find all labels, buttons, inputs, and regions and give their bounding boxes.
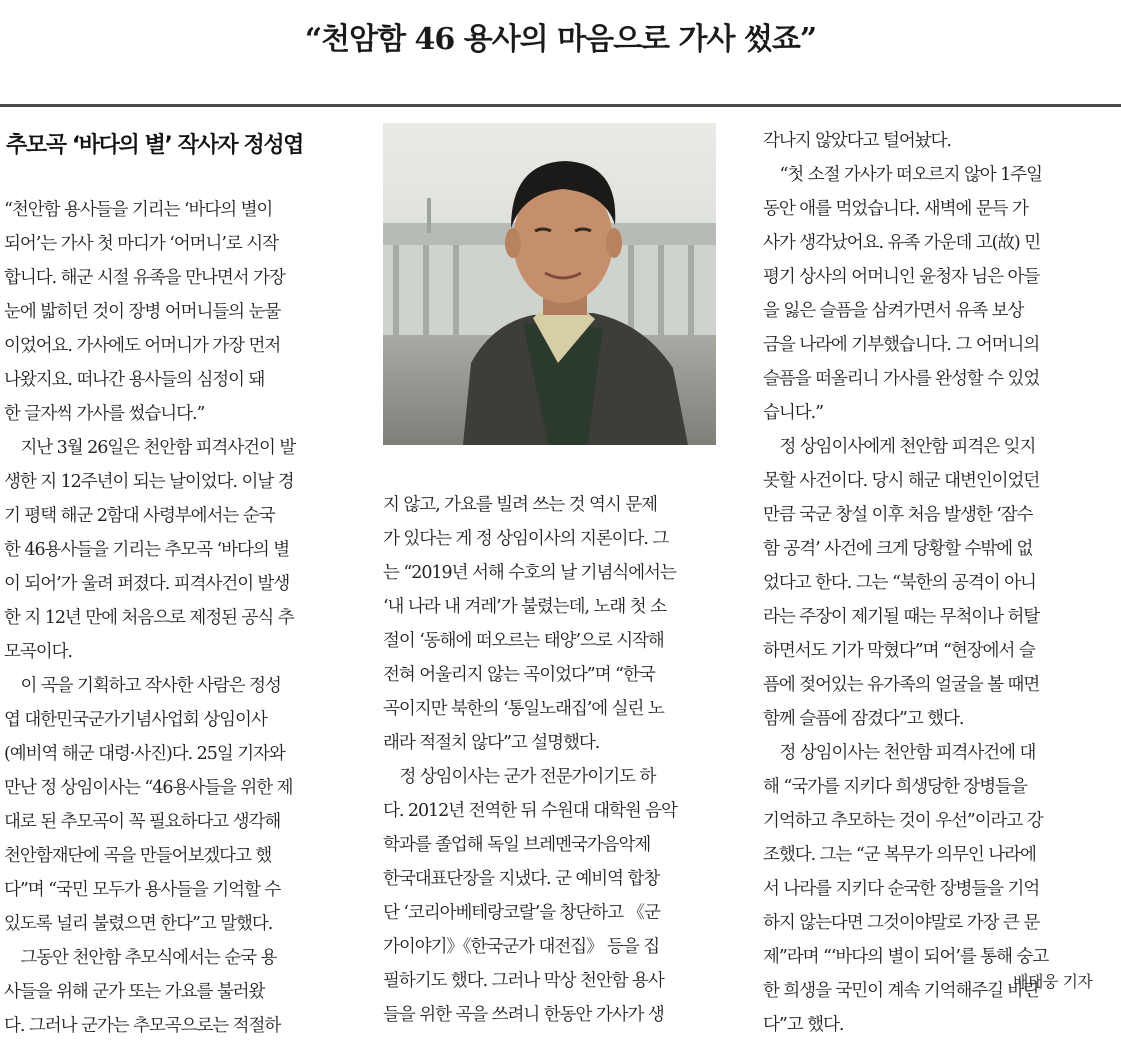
article-text-line: 한 글자씩 가사를 썼습니다.” (4, 404, 205, 424)
article-text-line: 이 곡을 기획하고 작사한 사람은 정성 (4, 676, 281, 696)
article-text-line: 생한 지 12주년이 되는 날이었다. 이날 경 (4, 472, 294, 492)
article-photo (383, 123, 716, 445)
article-text-line: 되어’는 가사 첫 마디가 ‘어머니’로 시작 (4, 234, 278, 254)
article-text-line: “천안함 용사들을 기리는 ‘바다의 별이 (4, 200, 273, 220)
article-text-line: 래라 적절치 않다”고 설명했다. (383, 733, 600, 753)
article-text-line: 못할 사건이다. 당시 해군 대변인이었던 (763, 471, 1040, 491)
article-text-line: 하지 않는다면 그것이야말로 가장 큰 문 (763, 913, 1040, 933)
article-text-line: 동안 애를 먹었습니다. 새벽에 문득 가 (763, 199, 1028, 219)
article-text-line: 가 있다는 게 정 상임이사의 지론이다. 그 (383, 529, 669, 549)
article-text-line: 평기 상사의 어머니인 윤청자 님은 아들 (763, 267, 1040, 287)
article-text-line: 곡이지만 북한의 ‘통일노래집’에 실린 노 (383, 699, 664, 719)
article-text-line: 제”라며 “‘바다의 별이 되어’를 통해 숭고 (763, 947, 1049, 967)
article-text-line: 한 희생을 국민이 계속 기억해주길 바란 (763, 981, 1040, 1001)
article-text-line: 학과를 졸업해 독일 브레멘국가음악제 (383, 835, 651, 855)
article-text-line: 눈에 밟히던 것이 장병 어머니들의 눈물 (4, 302, 281, 322)
article-text-line: 다”며 “국민 모두가 용사들을 기억할 수 (4, 880, 281, 900)
article-text-line: 정 상임이사는 천안함 피격사건에 대 (763, 743, 1036, 763)
article-text-line: 픔에 젖어있는 유가족의 얼굴을 볼 때면 (763, 675, 1040, 695)
article-text-line: 나왔지요. 떠나간 용사들의 심정이 돼 (4, 370, 265, 390)
article-text-line: 다. 2012년 전역한 뒤 수원대 대학원 음악 (383, 801, 677, 821)
article-text-line: 습니다.” (763, 403, 823, 423)
article-text-line: 이었어요. 가사에도 어머니가 가장 먼저 (4, 336, 281, 356)
article-text-line: 었다고 한다. 그는 “북한의 공격이 아니 (763, 573, 1036, 593)
article-text-line: 사들을 위해 군가 또는 가요를 불러왔 (4, 982, 265, 1002)
article-text-line: 하면서도 기가 막혔다”며 “현장에서 슬 (763, 641, 1035, 661)
article-text-line: 사가 생각났어요. 유족 가운데 고(故) 민 (763, 233, 1041, 253)
article-text-line: 전혀 어울리지 않는 곡이었다”며 “한국 (383, 665, 655, 685)
article-text-line: 을 잃은 슬픔을 삼켜가면서 유족 보상 (763, 301, 1024, 321)
article-text-line: 만난 정 상임이사는 “46용사들을 위한 제 (4, 778, 293, 798)
reporter-byline: 배태웅 기자 (1013, 972, 1093, 991)
article-text-line: 한 46용사들을 기리는 추모곡 ‘바다의 별 (4, 540, 290, 560)
article-text-line: 기 평택 해군 2함대 사령부에서는 순국 (4, 506, 275, 526)
portrait-photo (383, 123, 716, 445)
article-text-line: 그동안 천안함 추모식에서는 순국 용 (4, 948, 277, 968)
article-text-line: 지 않고, 가요를 빌려 쓰는 것 역시 문제 (383, 495, 657, 515)
article-text-line: 단 ‘코리아베테랑코랄’을 창단하고 《군 (383, 903, 660, 923)
article-text-line: 서 나라를 지키다 순국한 장병들을 기억 (763, 879, 1040, 899)
article-text-line: 정 상임이사는 군가 전문가이기도 하 (383, 767, 656, 787)
article-text-line: 엽 대한민국군가기념사업회 상임이사 (4, 710, 267, 730)
article-text-line: 정 상임이사에게 천안함 피격은 잊지 (763, 437, 1036, 457)
article-text-line: 금을 나라에 기부했습니다. 그 어머니의 (763, 335, 1040, 355)
article-text-line: 함 공격’ 사건에 크게 당황할 수밖에 없 (763, 539, 1033, 559)
article-text-line: 대로 된 추모곡이 꼭 필요하다고 생각해 (4, 812, 281, 832)
article-text-line: 기억하고 추모하는 것이 우선”이라고 강 (763, 811, 1043, 831)
article-text-line: “첫 소절 가사가 떠오르지 않아 1주일 (763, 165, 1042, 185)
article-text-line: 합니다. 해군 시절 유족을 만나면서 가장 (4, 268, 285, 288)
article-text-line: 들을 위한 곡을 쓰려니 한동안 가사가 생 (383, 1005, 664, 1025)
article-text-line: 이 되어’가 울려 퍼졌다. 피격사건이 발생 (4, 574, 290, 594)
article-text-line: 가이야기》《한국군가 대전집》 등을 집 (383, 937, 660, 957)
article-text-line: 한국대표단장을 지냈다. 군 예비역 합창 (383, 869, 660, 889)
article-text-line: 다”고 했다. (763, 1015, 844, 1035)
article-text-line: (예비역 해군 대령·사진)다. 25일 기자와 (4, 744, 285, 764)
article-text-line: 함께 슬픔에 잠겼다”고 했다. (763, 709, 964, 729)
article-text-line: 천안함재단에 곡을 만들어보겠다고 했 (4, 846, 272, 866)
article-text-line: 지난 3월 26일은 천안함 피격사건이 발 (4, 438, 296, 458)
article-text-line: ‘내 나라 내 겨레’가 불렸는데, 노래 첫 소 (383, 597, 666, 617)
article-text-line: 한 지 12년 만에 처음으로 제정된 공식 추 (4, 608, 294, 628)
article-text-line: 조했다. 그는 “군 복무가 의무인 나라에 (763, 845, 1036, 865)
article-text-line: 해 “국가를 지키다 희생당한 장병들을 (763, 777, 1027, 797)
article-text-line: 만큼 국군 창설 이후 처음 발생한 ‘잠수 (763, 505, 1033, 525)
article-text-line: 각나지 않았다고 털어놨다. (763, 131, 951, 151)
subheadline: 추모곡 ‘바다의 별’ 작사자 정성엽 (6, 133, 304, 158)
article-text-line: 있도록 널리 불렸으면 한다”고 말했다. (4, 914, 273, 934)
headline: “천암함 46 용사의 마음으로 가사 썼죠” (304, 22, 817, 57)
article-text-line: 라는 주장이 제기될 때는 무척이나 허탈 (763, 607, 1040, 627)
article-text-line: 모곡이다. (4, 642, 72, 662)
article-text-line: 절이 ‘동해에 떠오르는 태양’으로 시작해 (383, 631, 664, 651)
article-text-line: 필하기도 했다. 그러나 막상 천안함 용사 (383, 971, 664, 991)
headline-rule (0, 104, 1121, 107)
article-text-line: 다. 그러나 군가는 추모곡으로는 적절하 (4, 1016, 281, 1036)
article-text-line: 는 “2019년 서해 수호의 날 기념식에서는 (383, 563, 676, 583)
article-text-line: 슬픔을 떠올리니 가사를 완성할 수 있었 (763, 369, 1040, 389)
